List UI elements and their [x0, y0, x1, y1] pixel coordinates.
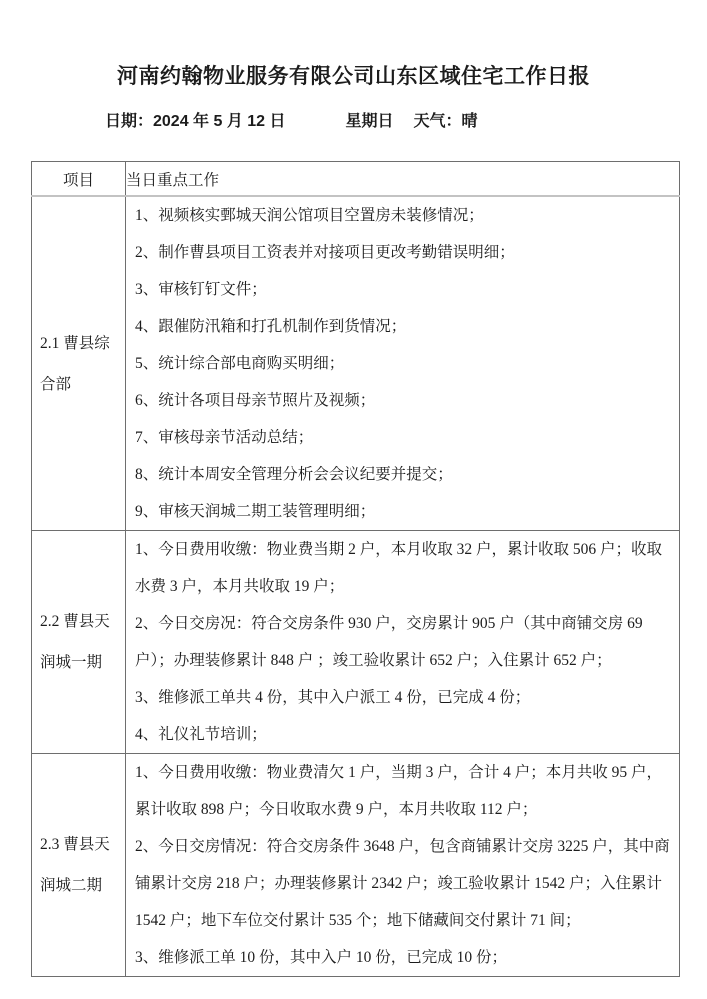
weekday-text: 星期日 — [345, 113, 394, 130]
work-item: 2、今日交房况：符合交房条件 930 户，交房累计 905 户（其中商铺交房 69 户）；办理装修累计 848 户 ；竣工验收累计 652 户；入住累计 652 户； — [135, 615, 647, 669]
work-item: 6、统计各项目母亲节照片及视频； — [135, 392, 376, 409]
header-key-work: 当日重点工作 — [126, 162, 680, 197]
work-item: 3、维修派工单 10 份，其中入户 10 份，已完成 10 份； — [135, 949, 508, 966]
project-cell: 2.2 曹县天润城一期 — [32, 531, 126, 754]
work-item: 3、维修派工单共 4 份，其中入户派工 4 份，已完成 4 份； — [135, 689, 531, 706]
work-item: 1、今日费用收缴：物业费当期 2 户，本月收取 32 户，累计收取 506 户；收取水费 3 户，本月共收取 19 户； — [135, 541, 663, 595]
work-item: 1、今日费用收缴：物业费清欠 1 户，当期 3 户，合计 4 户；本月共收 95 户， 累计收取 898 户；今日收取水费 9 户，本月共收取 112 户； — [135, 764, 670, 818]
table-row — [32, 754, 680, 977]
work-cell — [126, 531, 680, 754]
work-item: 8、统计本周安全管理分析会会议纪要并提交； — [135, 466, 453, 483]
work-item: 7、审核母亲节活动总结； — [135, 429, 314, 446]
table-body — [32, 196, 680, 977]
date-text: 日期：2024 年 5 月 12 日 — [105, 113, 286, 130]
work-item: 1、视频核实鄄城天润公馆项目空置房未装修情况； — [135, 207, 484, 224]
table-row — [32, 531, 680, 754]
work-item: 2、今日交房情况：符合交房条件 3648 户，包含商铺累计交房 3225 户，其中商铺累计交房 218 户；办理装修累计 2342 户；竣工验收累计 1542 户；入住累计 1542 户；地下车位交付累计 535 个；地下储藏间交付累计 71 间； — [135, 838, 670, 929]
header-project: 项目 — [32, 162, 126, 197]
weather-text: 天气：晴 — [413, 113, 478, 130]
work-cell — [126, 196, 680, 531]
date-line — [0, 111, 707, 132]
work-item: 4、跟催防汛箱和打孔机制作到货情况； — [135, 318, 407, 335]
page-title: 河南约翰物业服务有限公司山东区域住宅工作日报 — [117, 65, 590, 88]
header-row — [32, 162, 680, 197]
work-item: 2、制作曹县项目工资表并对接项目更改考勤错误明细； — [135, 244, 515, 261]
work-item: 4、礼仪礼节培训； — [135, 726, 267, 743]
work-item: 3、审核钉钉文件； — [135, 281, 267, 298]
work-item: 9、审核天润城二期工装管理明细； — [135, 503, 376, 520]
table-row — [32, 196, 680, 531]
project-cell: 2.1 曹县综合部 — [32, 196, 126, 531]
project-cell: 2.3 曹县天润城二期 — [32, 754, 126, 977]
work-item: 5、统计综合部电商购买明细； — [135, 355, 345, 372]
report-table — [31, 161, 680, 977]
work-cell — [126, 754, 680, 977]
